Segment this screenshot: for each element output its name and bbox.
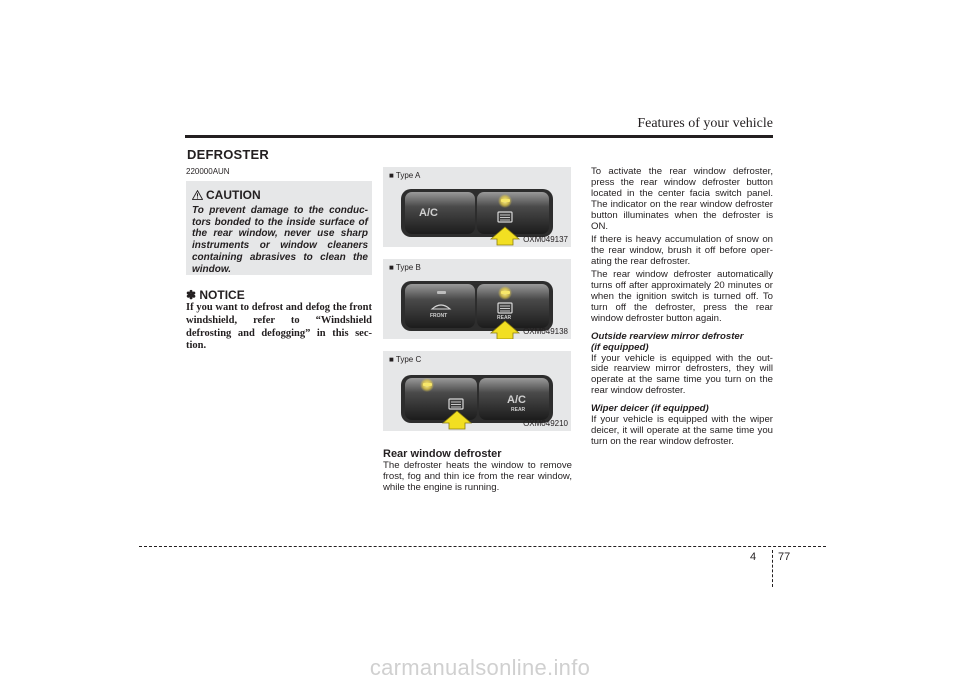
rear-defroster-heading: Rear window defroster: [383, 448, 502, 460]
paragraph: If there is heavy accumulation of snow on the rear window, brush it off before oper- ating the rear defroster.: [591, 233, 773, 267]
paragraph: If your vehicle is equipped with the wiper deicer, it will operate at the same time you turn on the rear window defroster.: [591, 414, 773, 447]
figure-code: OXM049138: [523, 327, 568, 336]
rear-label: REAR: [497, 315, 512, 321]
paragraph: The rear window defroster automatically turns off after approximately 20 minutes or when the ignition switch is turned off. To turn off the defroster, press the rear window defroster button again.: [591, 269, 773, 324]
page-number: 77: [778, 551, 791, 563]
caution-text: To prevent damage to the conduc- tors bonded to the inside surface of the rear window, never use sharp instruments or window cleaners containing abrasives to clean the window.: [192, 205, 368, 275]
page-divider: [772, 550, 773, 587]
running-header: Features of your vehicle: [637, 116, 773, 131]
mirror-heading-line: (if equipped): [591, 341, 649, 353]
rear-sub-label: REAR: [511, 407, 526, 413]
right-column: [591, 167, 773, 450]
figure-type-label: ■ Type C: [389, 355, 422, 364]
figure-type-label: ■ Type B: [389, 263, 421, 272]
wiper-heading: Wiper deicer (if equipped): [591, 403, 709, 415]
figure-code: OXM049210: [523, 419, 568, 428]
caution-heading: CAUTION: [206, 188, 261, 202]
mirror-heading: [591, 332, 773, 354]
ac-label: A/C: [507, 394, 526, 406]
notice-heading: ✽ NOTICE: [186, 288, 245, 302]
paragraph: To activate the rear window defroster, press the rear window defroster button located in the center facia switch panel. The indicator on the rear window defroster button illuminates when the defroster is ON.: [591, 166, 773, 232]
chapter-number: 4: [750, 551, 757, 563]
paragraph: If your vehicle is equipped with the out- side rearview mirror defrosters, they will operate at the same time you turn on the rear window defroster.: [591, 352, 773, 397]
figure-type-b: [383, 259, 571, 339]
warning-triangle-icon: [192, 190, 203, 200]
caution-box: [186, 181, 372, 275]
front-label: FRONT: [430, 313, 448, 319]
mirror-heading-line: Outside rearview mirror defroster: [591, 330, 744, 342]
figure-code: OXM049137: [523, 235, 568, 244]
rear-defroster-text: The defroster heats the window to remove frost, fog and thin ice from the rear window, while the engine is running.: [383, 460, 572, 493]
footer-rule: [139, 546, 826, 547]
section-code: 220000AUN: [186, 167, 230, 176]
header-rule: [185, 135, 773, 138]
section-title: DEFROSTER: [187, 147, 269, 162]
notice-text: If you want to defrost and defog the front windshield, refer to “Windshield defrosting and defogging” in this sec- tion.: [186, 302, 372, 352]
figure-type-c: [383, 351, 571, 431]
figure-type-a: [383, 167, 571, 247]
ac-label: A/C: [419, 207, 438, 219]
watermark: carmanualsonline.info: [369, 655, 591, 680]
figure-type-label: ■ Type A: [389, 171, 421, 180]
